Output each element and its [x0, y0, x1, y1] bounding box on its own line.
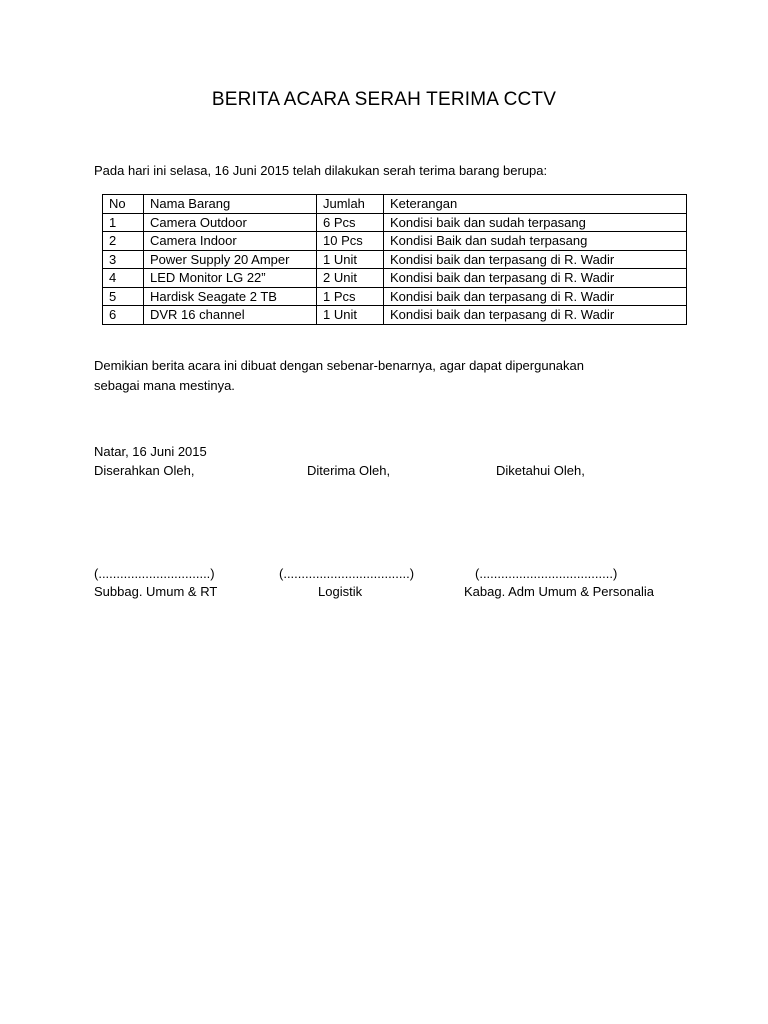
acknowledged-role: Diketahui Oleh,: [496, 463, 585, 478]
cell-description: Kondisi baik dan terpasang di R. Wadir: [384, 306, 687, 325]
received-signature-line: (...................................): [279, 566, 415, 581]
header-item-name: Nama Barang: [144, 195, 317, 214]
cell-description: Kondisi baik dan terpasang di R. Wadir: [384, 250, 687, 269]
handed-over-role: Diserahkan Oleh,: [94, 463, 195, 478]
received-role: Diterima Oleh,: [307, 463, 391, 478]
cell-description: Kondisi baik dan terpasang di R. Wadir: [384, 287, 687, 306]
cell-quantity: 1 Unit: [317, 250, 384, 269]
table-row: [103, 250, 687, 269]
header-no: No: [103, 195, 144, 214]
received-name: Logistik: [318, 584, 363, 599]
table-row: [103, 232, 687, 251]
cell-no: 5: [103, 287, 144, 306]
intro-paragraph: Pada hari ini selasa, 16 Juni 2015 telah dilakukan serah terima barang berupa:: [94, 163, 548, 178]
cell-description: Kondisi baik dan sudah terpasang: [384, 213, 687, 232]
closing-line-2: sebagai mana mestinya.: [94, 378, 235, 393]
cell-item-name: DVR 16 channel: [144, 306, 317, 325]
cell-item-name: LED Monitor LG 22”: [144, 269, 317, 288]
cell-quantity: 1 Unit: [317, 306, 384, 325]
cell-no: 1: [103, 213, 144, 232]
cell-no: 3: [103, 250, 144, 269]
cell-item-name: Hardisk Seagate 2 TB: [144, 287, 317, 306]
closing-line-1: Demikian berita acara ini dibuat dengan sebenar-benarnya, agar dapat dipergunakan: [94, 358, 585, 373]
cell-item-name: Camera Outdoor: [144, 213, 317, 232]
cell-no: 2: [103, 232, 144, 251]
handed-over-signature-line: (...............................): [94, 566, 215, 581]
header-quantity: Jumlah: [317, 195, 384, 214]
cell-item-name: Camera Indoor: [144, 232, 317, 251]
handed-over-name: Subbag. Umum & RT: [94, 584, 218, 599]
closing-paragraph: [94, 356, 584, 396]
cell-quantity: 2 Unit: [317, 269, 384, 288]
acknowledged-name: Kabag. Adm Umum & Personalia: [464, 584, 655, 599]
cell-quantity: 6 Pcs: [317, 213, 384, 232]
place-date: Natar, 16 Juni 2015: [94, 444, 207, 459]
header-description: Keterangan: [384, 195, 687, 214]
items-table: [102, 194, 687, 325]
acknowledged-signature-line: (.....................................): [475, 566, 618, 581]
page-title: BERITA ACARA SERAH TERIMA CCTV: [211, 89, 557, 110]
table-row: [103, 306, 687, 325]
cell-item-name: Power Supply 20 Amper: [144, 250, 317, 269]
cell-no: 6: [103, 306, 144, 325]
table-row: [103, 287, 687, 306]
cell-description: Kondisi Baik dan sudah terpasang: [384, 232, 687, 251]
table-row: [103, 269, 687, 288]
cell-quantity: 10 Pcs: [317, 232, 384, 251]
cell-quantity: 1 Pcs: [317, 287, 384, 306]
table-header-row: [103, 195, 687, 214]
table-row: [103, 213, 687, 232]
cell-no: 4: [103, 269, 144, 288]
cell-description: Kondisi baik dan terpasang di R. Wadir: [384, 269, 687, 288]
